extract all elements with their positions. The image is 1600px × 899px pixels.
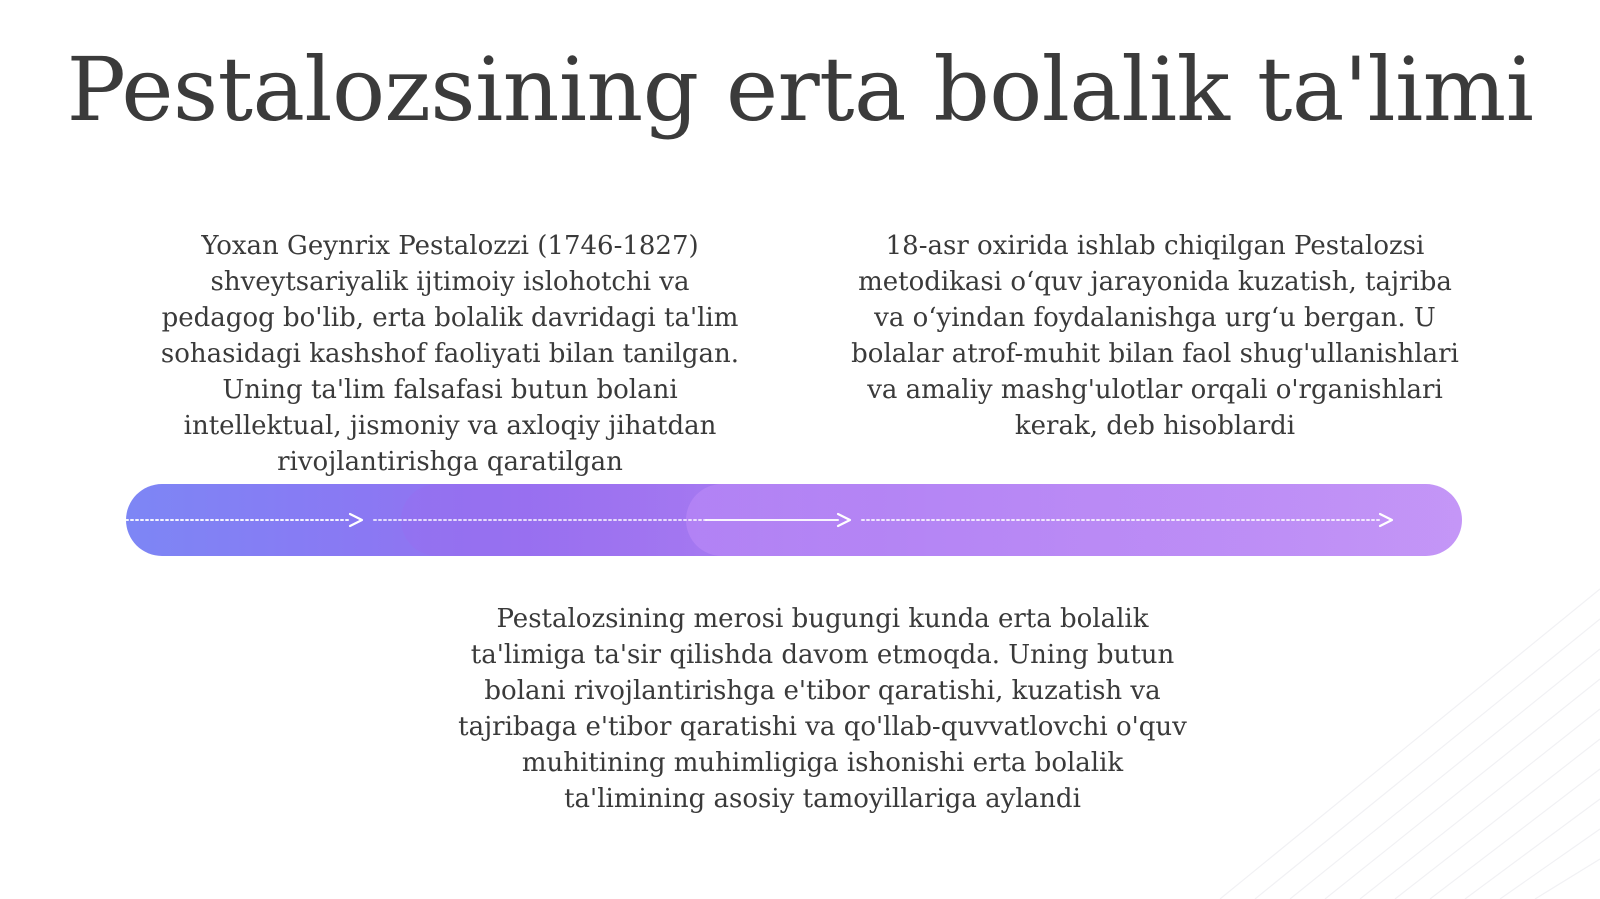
timeline-track xyxy=(126,484,1462,556)
slide-title: Pestalozsining erta bolalik ta'limi xyxy=(66,38,1534,141)
paragraph-biography: Yoxan Geynrix Pestalozzi (1746-1827) shveytsariyalik ijtimoiy islohotchi va pedagog bo'lib, erta bolalik davridagi ta'lim sohasidagi kashshof faoliyati bilan tanilgan. Uning ta'lim falsafasi butun bolani intellektual, jismoniy va axloqiy jihatdan rivojlantirishga qaratilgan xyxy=(160,231,740,477)
arrow-right-icon xyxy=(350,514,362,526)
background-stripes-decoration xyxy=(1180,569,1600,899)
paragraph-legacy: Pestalozsining merosi bugungi kunda erta bolalik ta'limiga ta'sir qilishda davom etmoqda. Uning butun bolani rivojlantirishga e'tibor qaratishi, kuzatish va tajribaga e'tibor qaratishi va qo'llab-quvvatlovchi o'quv muhitining muhimligiga ishonishi erta bolalik ta'limining asosiy tamoyillariga aylandi xyxy=(458,604,1187,814)
timeline-bar xyxy=(126,484,1462,556)
arrow-right-icon xyxy=(838,514,850,526)
paragraph-method: 18-asr oxirida ishlab chiqilgan Pestalozsi metodikasi o‘quv jarayonida kuzatish, tajriba va o‘yindan foydalanishga urg‘u bergan. U bolalar atrof-muhit bilan faol shug'ullanishlari va amaliy mashg'ulotlar orqali o'rganishlari kerak, deb hisoblardi xyxy=(851,231,1459,441)
arrow-right-icon xyxy=(1380,514,1392,526)
